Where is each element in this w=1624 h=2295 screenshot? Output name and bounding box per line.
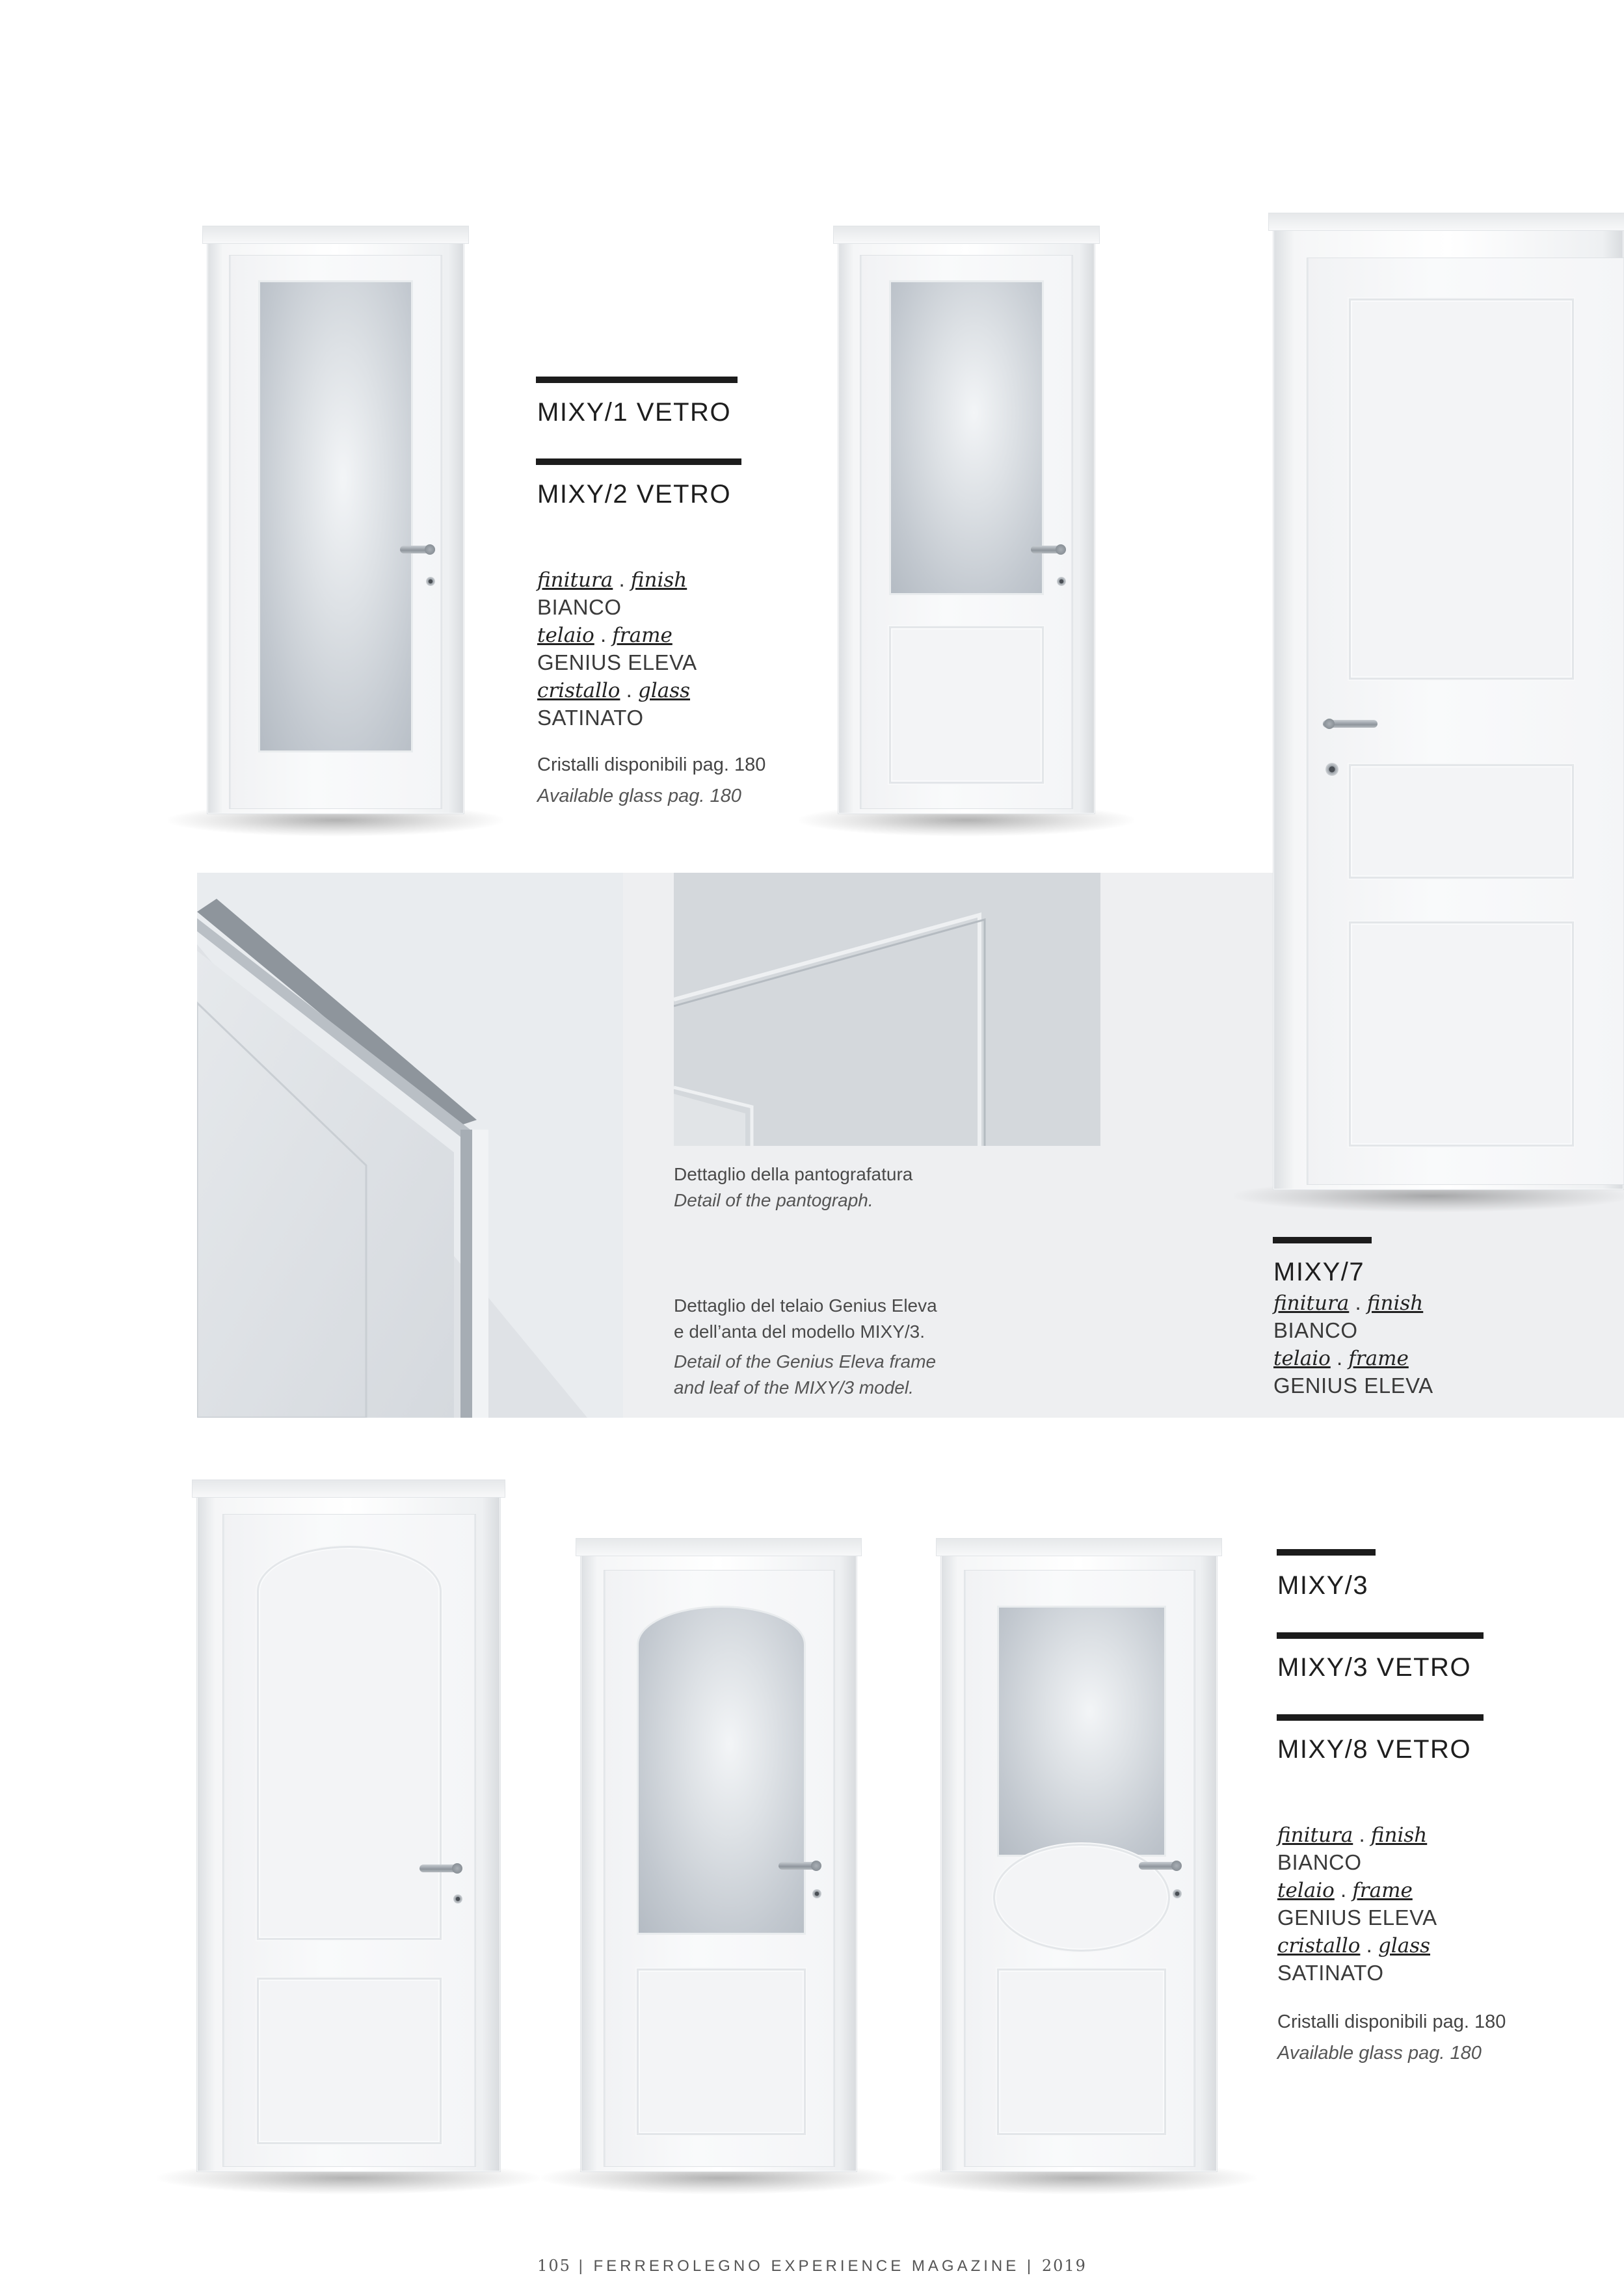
frame-caption: [674, 1293, 937, 1401]
spec-label-en: finish: [1366, 1292, 1424, 1315]
door-panel-top: [1349, 298, 1574, 680]
door-glass-arched: [637, 1606, 806, 1935]
frame-caption-en-1-text: Detail of the Genius Eleva frame: [674, 1351, 937, 1372]
handle-rose-icon: [1171, 1861, 1182, 1871]
handle-rose-icon: [1324, 719, 1335, 729]
pantograph-drawing: [674, 873, 1100, 1146]
door-panel-bottom: [1349, 922, 1574, 1147]
door-glass: [258, 280, 413, 752]
spec-frame-label: telaio . frame: [1273, 1346, 1409, 1370]
door-mixy8-vetro: [940, 1541, 1218, 2172]
title-mixy3-vetro: MIXY/3 VETRO: [1277, 1653, 1472, 1682]
door-glass: [889, 280, 1044, 595]
spec-list-top: [537, 566, 697, 732]
spec-finish-label: finitura . finish: [1273, 1290, 1424, 1315]
spec-label-en: frame: [1348, 1347, 1409, 1370]
frame-detail-photo: [197, 873, 623, 1418]
page-footer: [0, 2257, 1624, 2275]
spec-frame-value: GENIUS ELEVA: [537, 650, 697, 674]
spec-frame-label: telaio . frame: [537, 622, 672, 647]
pantograph-caption: [674, 1161, 912, 1214]
spec-glass-label: cristallo . glass: [1277, 1933, 1431, 1957]
door-leaf: [229, 255, 442, 809]
handle-rose-icon: [452, 1863, 462, 1874]
pantograph-caption-en: [674, 1187, 912, 1214]
door-panel: [889, 626, 1044, 784]
title-bar: [1277, 1714, 1484, 1721]
door-mixy1-vetro: [207, 229, 464, 814]
title-bar: [536, 458, 741, 465]
spec-label-en: finish: [1370, 1824, 1428, 1847]
door-leaf: [604, 1570, 835, 2167]
frame-caption-it-1: Dettaglio del telaio Genius Eleva: [674, 1295, 937, 1316]
spec-finish-value: BIANCO: [1273, 1318, 1358, 1342]
keyhole-icon: [1173, 1889, 1182, 1898]
door-panel-bottom: [257, 1978, 442, 2144]
spec-label-it: telaio: [1273, 1347, 1331, 1370]
door-panel-bottom: [637, 1969, 806, 2135]
spec-label-it: cristallo: [1277, 1934, 1361, 1957]
frame-caption-en-1: [674, 1349, 937, 1375]
handle-rose-icon: [425, 544, 435, 555]
spec-label-en: frame: [1352, 1879, 1413, 1902]
title-mixy7: MIXY/7: [1273, 1258, 1365, 1286]
spec-label-it: finitura: [1277, 1824, 1353, 1847]
glass-note-en-text: Available glass pag. 180: [1277, 2043, 1482, 2063]
keyhole-icon: [1057, 577, 1066, 586]
door-leaf: [222, 1514, 476, 2167]
door-mixy7: [1273, 216, 1624, 1190]
page-number: 105: [537, 2257, 571, 2275]
glass-note-en: [1277, 2037, 1506, 2069]
door-leaf: [1307, 258, 1624, 1185]
door-panel-arched: [257, 1546, 442, 1940]
title-bar: [536, 377, 738, 383]
pantograph-caption-it: Dettaglio della pantografatura: [674, 1164, 913, 1184]
title-mixy2-vetro: MIXY/2 VETRO: [537, 480, 732, 509]
keyhole-icon: [426, 577, 435, 586]
door-panel-oval: [993, 1844, 1170, 1952]
door-panel-middle: [1349, 764, 1574, 879]
spec-label-en: glass: [637, 679, 691, 702]
spec-label-it: finitura: [537, 568, 613, 592]
title-mixy8-vetro: MIXY/8 VETRO: [1277, 1735, 1472, 1764]
spec-glass-label: cristallo . glass: [537, 678, 691, 702]
door-mixy3-vetro: [580, 1541, 857, 2172]
door-mixy3: [196, 1483, 501, 2172]
spec-label-it: telaio: [1277, 1879, 1335, 1902]
spec-label-it: finitura: [1273, 1292, 1350, 1315]
footer-year: 2019: [1041, 2257, 1087, 2275]
spec-glass-value: SATINATO: [537, 706, 644, 730]
glass-note-en-text: Available glass pag. 180: [537, 786, 741, 806]
glass-note-it: Cristalli disponibili pag. 180: [1277, 2011, 1506, 2032]
footer-separator: |: [1026, 2257, 1035, 2275]
keyhole-icon: [812, 1889, 821, 1898]
frame-caption-en-2-text: and leaf of the MIXY/3 model.: [674, 1377, 914, 1398]
spec-list-middle: [1273, 1289, 1433, 1400]
spec-frame-value: GENIUS ELEVA: [1277, 1905, 1437, 1930]
door-panel-bottom: [997, 1969, 1166, 2135]
spec-finish-value: BIANCO: [1277, 1850, 1362, 1874]
door-mixy2-vetro: [838, 229, 1095, 814]
glass-note-bottom: [1277, 2006, 1506, 2069]
spec-frame-label: telaio . frame: [1277, 1877, 1413, 1902]
spec-finish-value: BIANCO: [537, 595, 622, 619]
title-bar: [1277, 1632, 1484, 1639]
spec-label-it: telaio: [537, 624, 594, 647]
spec-list-bottom: [1277, 1821, 1437, 1987]
title-bar: [1273, 1237, 1372, 1243]
handle-rose-icon: [1056, 544, 1066, 555]
door-leaf: [964, 1570, 1195, 2167]
glass-note-it: Cristalli disponibili pag. 180: [537, 754, 766, 775]
glass-note-top: [537, 749, 765, 812]
spec-label-en: glass: [1378, 1934, 1431, 1957]
title-mixy3: MIXY/3: [1277, 1571, 1369, 1600]
keyhole-icon: [1325, 763, 1338, 776]
spec-label-en: frame: [612, 624, 672, 647]
glass-note-en: [537, 780, 765, 812]
spec-finish-label: finitura . finish: [1277, 1822, 1428, 1847]
title-mixy1-vetro: MIXY/1 VETRO: [537, 398, 732, 427]
pantograph-caption-en-text: Detail of the pantograph.: [674, 1190, 873, 1210]
frame-detail-drawing: [197, 873, 623, 1418]
footer-separator: |: [578, 2257, 586, 2275]
frame-caption-it-2: e dell’anta del modello MIXY/3.: [674, 1321, 925, 1342]
magazine-name: FERREROLEGNO EXPERIENCE MAGAZINE: [593, 2257, 1020, 2275]
spec-label-en: finish: [630, 568, 687, 592]
handle-rose-icon: [811, 1861, 821, 1871]
keyhole-icon: [453, 1894, 462, 1904]
door-leaf: [860, 255, 1073, 809]
spec-label-it: cristallo: [537, 679, 620, 702]
title-bar: [1277, 1549, 1376, 1556]
pantograph-detail-photo: [674, 873, 1100, 1146]
spec-finish-label: finitura . finish: [537, 567, 687, 592]
spec-frame-value: GENIUS ELEVA: [1273, 1373, 1433, 1398]
door-glass: [997, 1606, 1166, 1857]
spec-glass-value: SATINATO: [1277, 1961, 1384, 1985]
frame-caption-en-2: [674, 1375, 937, 1401]
